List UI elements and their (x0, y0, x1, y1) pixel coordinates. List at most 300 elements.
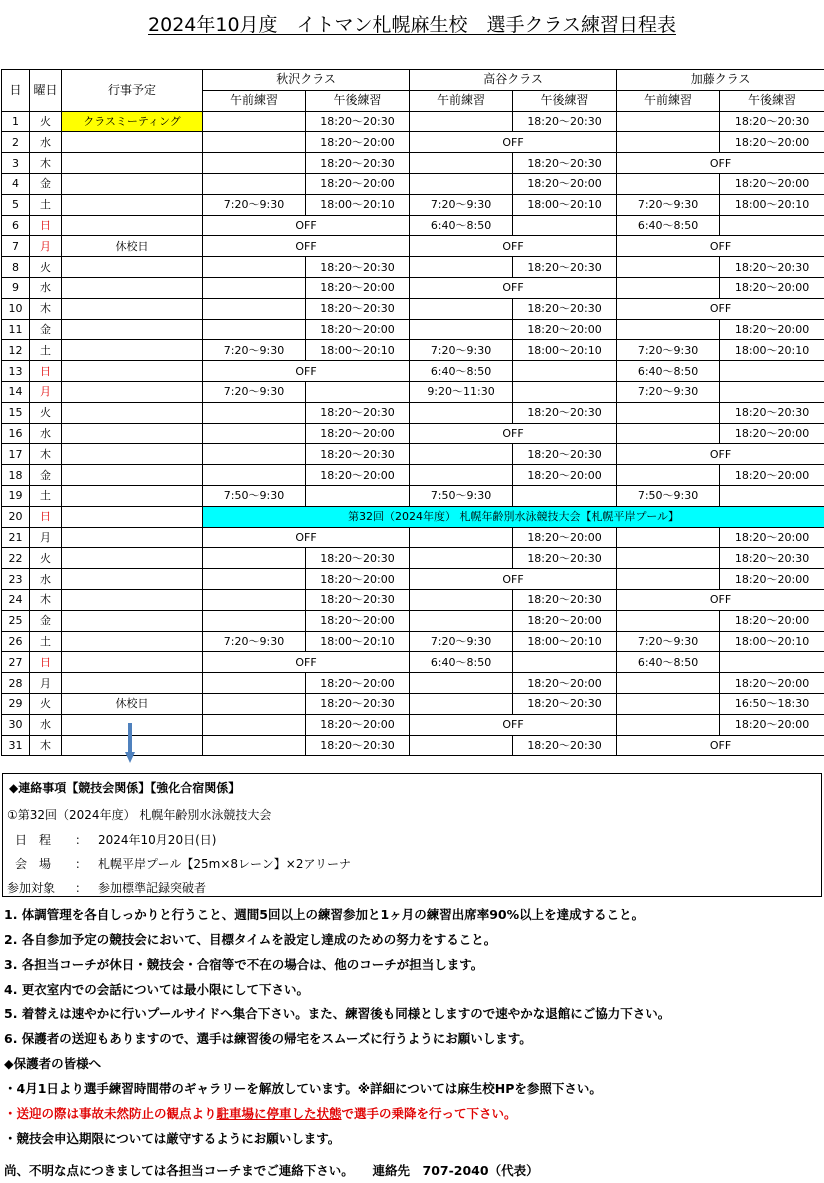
weekday: 火 (30, 257, 62, 278)
practice-pm: 18:00～20:10 (513, 194, 617, 215)
notice-venue-value: 札幌平岸プール【25m×8レーン】×2アリーナ (98, 857, 352, 871)
day-number: 11 (2, 319, 30, 340)
event-cell (62, 361, 203, 382)
practice-am (203, 548, 306, 569)
header-am: 午前練習 (617, 90, 720, 111)
practice-pm (720, 652, 824, 673)
practice-am (617, 277, 720, 298)
day-number: 21 (2, 527, 30, 548)
event-cell (62, 631, 203, 652)
schedule-row (2, 423, 824, 444)
day-number: 19 (2, 485, 30, 506)
practice-am (617, 111, 720, 132)
practice-pm (306, 381, 410, 402)
practice-pm: 18:20～20:00 (306, 132, 410, 153)
event-cell (62, 277, 203, 298)
practice-am (410, 298, 513, 319)
practice-pm: 18:20～20:30 (720, 548, 824, 569)
practice-pm: 18:20～20:00 (720, 465, 824, 486)
weekday: 土 (30, 631, 62, 652)
day-number: 23 (2, 569, 30, 590)
schedule-row (2, 173, 824, 194)
day-number: 14 (2, 381, 30, 402)
event-cell (62, 569, 203, 590)
practice-pm: 18:20～20:30 (720, 111, 824, 132)
practice-pm (720, 215, 824, 236)
practice-pm: 18:20～20:00 (720, 610, 824, 631)
schedule-row (2, 465, 824, 486)
schedule-table (1, 69, 824, 756)
practice-am (617, 569, 720, 590)
day-number: 9 (2, 277, 30, 298)
schedule-row (2, 444, 824, 465)
header-class-takaya: 高谷クラス (410, 70, 617, 91)
schedule-row (2, 277, 824, 298)
weekday: 水 (30, 714, 62, 735)
practice-am: 6:40～8:50 (617, 652, 720, 673)
day-number: 4 (2, 173, 30, 194)
practice-am (203, 714, 306, 735)
practice-am (617, 173, 720, 194)
parents-line-deadline: ・競技会申込期限については厳守するようにお願いします。 (4, 1131, 341, 1146)
day-number: 16 (2, 423, 30, 444)
practice-pm: 18:20～20:00 (306, 277, 410, 298)
event-cell (62, 444, 203, 465)
schedule-row (2, 506, 824, 527)
day-number: 24 (2, 589, 30, 610)
event-cell (62, 589, 203, 610)
practice-pm: 18:20～20:00 (306, 465, 410, 486)
practice-pm: 18:20～20:00 (513, 173, 617, 194)
notice-colon: ： (75, 857, 88, 871)
day-number: 3 (2, 153, 30, 174)
practice-pm: 18:20～20:00 (720, 277, 824, 298)
day-number: 13 (2, 361, 30, 382)
rule-item: 2. 各自参加予定の競技会において、目標タイムを設定し達成のための努力をすること。 (4, 932, 497, 947)
practice-am: 7:20～9:30 (617, 631, 720, 652)
header-pm: 午後練習 (720, 90, 824, 111)
practice-pm: 18:20～20:30 (306, 693, 410, 714)
practice-off: OFF (617, 298, 824, 319)
practice-am (410, 673, 513, 694)
schedule-row (2, 402, 824, 423)
practice-pm: 18:20～20:00 (720, 132, 824, 153)
practice-am (203, 423, 306, 444)
practice-am: 6:40～8:50 (617, 215, 720, 236)
parents-line-gallery: ・4月1日より選手練習時間帯のギャラリーを解放しています。※詳細については麻生校HPを参照下さい。 (4, 1081, 602, 1096)
practice-am (203, 569, 306, 590)
practice-pm: 18:20～20:30 (306, 402, 410, 423)
practice-off: OFF (410, 132, 617, 153)
practice-am (410, 153, 513, 174)
day-number: 31 (2, 735, 30, 756)
weekday: 木 (30, 153, 62, 174)
schedule-row (2, 153, 824, 174)
schedule-row (2, 361, 824, 382)
event-cell (62, 465, 203, 486)
practice-pm: 18:00～20:10 (306, 194, 410, 215)
practice-am (617, 673, 720, 694)
practice-off: OFF (410, 714, 617, 735)
practice-am: 7:20～9:30 (617, 340, 720, 361)
notice-heading: ◆連絡事項【競技会関係】【強化合宿関係】 (9, 781, 241, 795)
practice-am (203, 173, 306, 194)
weekday: 土 (30, 340, 62, 361)
rule-item: 1. 体調管理を各自しっかりと行うこと、週間5回以上の練習参加と1ヶ月の練習出席率90%以上を達成すること。 (4, 907, 645, 922)
weekday: 木 (30, 298, 62, 319)
practice-am: 6:40～8:50 (410, 215, 513, 236)
practice-am (617, 319, 720, 340)
practice-off: OFF (203, 361, 410, 382)
practice-off: OFF (617, 444, 824, 465)
practice-am (203, 298, 306, 319)
practice-pm: 18:20～20:30 (513, 257, 617, 278)
day-number: 8 (2, 257, 30, 278)
header-day: 日 (2, 70, 30, 112)
practice-pm: 18:20～20:00 (513, 610, 617, 631)
rule-item: 6. 保護者の送迎もありますので、選手は練習後の帰宅をスムーズに行うようにお願いします。 (4, 1031, 532, 1046)
day-number: 10 (2, 298, 30, 319)
weekday: 水 (30, 569, 62, 590)
header-class-akizawa: 秋沢クラス (203, 70, 410, 91)
schedule-row (2, 215, 824, 236)
practice-pm (513, 215, 617, 236)
header-am: 午前練習 (410, 90, 513, 111)
down-arrow-icon (125, 723, 135, 763)
event-cell (62, 173, 203, 194)
practice-off: OFF (617, 735, 824, 756)
practice-pm: 18:20～20:00 (720, 673, 824, 694)
practice-pm: 18:20～20:30 (720, 402, 824, 423)
schedule-row (2, 631, 824, 652)
event-cell (62, 194, 203, 215)
practice-off: OFF (617, 589, 824, 610)
weekday: 火 (30, 548, 62, 569)
practice-am (203, 610, 306, 631)
schedule-row (2, 527, 824, 548)
practice-am (410, 527, 513, 548)
day-number: 28 (2, 673, 30, 694)
practice-am (203, 444, 306, 465)
practice-pm: 18:20～20:00 (720, 714, 824, 735)
practice-pm: 18:20～20:30 (513, 548, 617, 569)
practice-off: OFF (203, 215, 410, 236)
practice-am: 6:40～8:50 (410, 652, 513, 673)
practice-pm: 18:20～20:30 (306, 589, 410, 610)
pickup-text-c: で選手の乗降を行って下さい。 (341, 1106, 517, 1121)
notice-date-label: 日 程 (15, 833, 52, 847)
practice-pm: 18:20～20:30 (306, 735, 410, 756)
event-cell (62, 215, 203, 236)
event-cell (62, 402, 203, 423)
practice-am (203, 257, 306, 278)
event-cell (62, 298, 203, 319)
notice-colon: ： (75, 833, 88, 847)
header-events: 行事予定 (62, 70, 203, 112)
practice-off: OFF (203, 652, 410, 673)
practice-am (617, 257, 720, 278)
event-cell: 休校日 (62, 236, 203, 257)
weekday: 土 (30, 485, 62, 506)
weekday: 火 (30, 111, 62, 132)
pickup-text-b: 駐車場に停車した状態 (216, 1106, 342, 1121)
practice-am (617, 693, 720, 714)
event-banner: 第32回（2024年度） 札幌年齢別水泳競技大会【札幌平岸プール】 (203, 506, 824, 527)
practice-pm: 18:20～20:30 (513, 589, 617, 610)
practice-am: 7:50～9:30 (203, 485, 306, 506)
practice-pm: 18:00～20:10 (720, 340, 824, 361)
pickup-text-a: ・送迎の際は事故未然防止の観点より (4, 1106, 217, 1121)
event-cell (62, 506, 203, 527)
weekday: 日 (30, 215, 62, 236)
practice-am (203, 153, 306, 174)
practice-am (203, 673, 306, 694)
practice-pm: 18:20～20:00 (720, 173, 824, 194)
practice-am: 6:40～8:50 (410, 361, 513, 382)
practice-am (203, 735, 306, 756)
practice-pm: 18:20～20:00 (306, 423, 410, 444)
practice-pm (513, 381, 617, 402)
practice-pm: 18:20～20:00 (306, 173, 410, 194)
schedule-row (2, 111, 824, 132)
practice-pm: 18:20～20:30 (513, 693, 617, 714)
practice-am: 7:20～9:30 (203, 340, 306, 361)
practice-am: 7:20～9:30 (203, 631, 306, 652)
event-cell (62, 548, 203, 569)
practice-am (617, 548, 720, 569)
practice-pm: 18:20～20:00 (720, 569, 824, 590)
practice-am: 7:50～9:30 (617, 485, 720, 506)
practice-am (203, 319, 306, 340)
day-number: 17 (2, 444, 30, 465)
header-am: 午前練習 (203, 90, 306, 111)
practice-am (203, 132, 306, 153)
weekday: 木 (30, 444, 62, 465)
day-number: 27 (2, 652, 30, 673)
practice-pm (513, 361, 617, 382)
practice-off: OFF (410, 423, 617, 444)
practice-am (617, 402, 720, 423)
practice-pm: 18:20～20:30 (513, 298, 617, 319)
day-number: 1 (2, 111, 30, 132)
practice-am: 7:20～9:30 (410, 340, 513, 361)
rule-item: 3. 各担当コーチが休日・競技会・合宿等で不在の場合は、他のコーチが担当します。 (4, 957, 484, 972)
day-number: 7 (2, 236, 30, 257)
event-cell (62, 319, 203, 340)
practice-pm: 18:00～20:10 (306, 631, 410, 652)
notice-eligibility-value: 参加標準記録突破者 (98, 881, 207, 895)
practice-am (410, 693, 513, 714)
practice-pm (720, 485, 824, 506)
day-number: 5 (2, 194, 30, 215)
header-pm: 午後練習 (306, 90, 410, 111)
schedule-row (2, 319, 824, 340)
header-pm: 午後練習 (513, 90, 617, 111)
practice-pm: 18:00～20:10 (306, 340, 410, 361)
schedule-row (2, 569, 824, 590)
day-number: 20 (2, 506, 30, 527)
schedule-row (2, 236, 824, 257)
practice-off: OFF (203, 527, 410, 548)
weekday: 日 (30, 361, 62, 382)
practice-am: 7:20～9:30 (617, 381, 720, 402)
schedule-row (2, 381, 824, 402)
practice-pm: 18:20～20:00 (720, 319, 824, 340)
weekday: 金 (30, 610, 62, 631)
practice-pm (720, 381, 824, 402)
practice-pm: 18:20～20:30 (306, 298, 410, 319)
event-cell (62, 610, 203, 631)
practice-am (410, 465, 513, 486)
event-cell (62, 381, 203, 402)
practice-am (410, 610, 513, 631)
day-number: 22 (2, 548, 30, 569)
weekday: 月 (30, 527, 62, 548)
schedule-row (2, 610, 824, 631)
practice-am: 9:20～11:30 (410, 381, 513, 402)
weekday: 日 (30, 652, 62, 673)
rule-item: 4. 更衣室内での会話については最小限にして下さい。 (4, 982, 310, 997)
schedule-row (2, 340, 824, 361)
practice-am (203, 589, 306, 610)
event-cell: クラスミーティング (62, 111, 203, 132)
practice-pm: 18:20～20:30 (306, 153, 410, 174)
weekday: 火 (30, 402, 62, 423)
practice-pm (720, 361, 824, 382)
day-number: 2 (2, 132, 30, 153)
day-number: 18 (2, 465, 30, 486)
practice-pm: 18:00～20:10 (513, 340, 617, 361)
practice-pm: 18:20～20:30 (306, 548, 410, 569)
practice-am (410, 735, 513, 756)
weekday: 水 (30, 132, 62, 153)
practice-off: OFF (410, 236, 617, 257)
practice-pm: 18:20～20:30 (513, 444, 617, 465)
practice-am: 7:50～9:30 (410, 485, 513, 506)
event-cell (62, 673, 203, 694)
schedule-row (2, 589, 824, 610)
schedule-row (2, 485, 824, 506)
practice-am: 7:20～9:30 (410, 631, 513, 652)
practice-pm: 16:50～18:30 (720, 693, 824, 714)
practice-pm: 18:20～20:00 (513, 673, 617, 694)
schedule-row (2, 194, 824, 215)
header-weekday: 曜日 (30, 70, 62, 112)
day-number: 30 (2, 714, 30, 735)
practice-am: 7:20～9:30 (203, 194, 306, 215)
practice-pm: 18:20～20:30 (513, 735, 617, 756)
practice-pm: 18:20～20:00 (306, 569, 410, 590)
weekday: 水 (30, 423, 62, 444)
notice-venue-label: 会 場 (15, 857, 52, 871)
practice-am: 6:40～8:50 (617, 361, 720, 382)
notice-colon: ： (75, 881, 88, 895)
footer-contact: 尚、不明な点につきましては各担当コーチまでご連絡下さい。 連絡先 707-2040（代表） (4, 1163, 539, 1178)
day-number: 6 (2, 215, 30, 236)
practice-am (410, 402, 513, 423)
practice-am (410, 589, 513, 610)
practice-pm: 18:20～20:30 (306, 444, 410, 465)
practice-am (617, 610, 720, 631)
practice-am: 7:20～9:30 (617, 194, 720, 215)
event-cell: 休校日 (62, 693, 203, 714)
day-number: 15 (2, 402, 30, 423)
event-cell (62, 257, 203, 278)
weekday: 月 (30, 236, 62, 257)
practice-pm: 18:00～20:10 (720, 194, 824, 215)
notice-eligibility-label: 参加対象 (7, 881, 56, 895)
practice-am (203, 402, 306, 423)
day-number: 26 (2, 631, 30, 652)
practice-am (617, 423, 720, 444)
weekday: 木 (30, 589, 62, 610)
practice-off: OFF (203, 236, 410, 257)
practice-am (617, 132, 720, 153)
practice-pm: 18:20～20:00 (720, 423, 824, 444)
practice-pm: 18:20～20:00 (513, 319, 617, 340)
day-number: 25 (2, 610, 30, 631)
practice-off: OFF (617, 153, 824, 174)
practice-pm: 18:20～20:00 (306, 610, 410, 631)
practice-am: 7:20～9:30 (203, 381, 306, 402)
practice-am: 7:20～9:30 (410, 194, 513, 215)
weekday: 金 (30, 465, 62, 486)
practice-am (617, 527, 720, 548)
weekday: 土 (30, 194, 62, 215)
day-number: 12 (2, 340, 30, 361)
schedule-row (2, 693, 824, 714)
day-number: 29 (2, 693, 30, 714)
practice-pm: 18:20～20:30 (306, 257, 410, 278)
practice-pm: 18:20～20:00 (306, 673, 410, 694)
practice-am (203, 693, 306, 714)
practice-am (410, 257, 513, 278)
practice-off: OFF (410, 277, 617, 298)
notice-box (2, 773, 822, 897)
parents-line-pickup (4, 1104, 517, 1122)
practice-pm: 18:20～20:30 (513, 153, 617, 174)
practice-pm: 18:20～20:00 (513, 527, 617, 548)
practice-am (410, 444, 513, 465)
notice-date-value: 2024年10月20日(日) (98, 833, 217, 847)
practice-pm: 18:20～20:30 (513, 111, 617, 132)
practice-pm: 18:20～20:30 (306, 111, 410, 132)
practice-pm: 18:20～20:30 (720, 257, 824, 278)
weekday: 水 (30, 277, 62, 298)
parents-heading: ◆保護者の皆様へ (4, 1056, 102, 1071)
event-cell (62, 132, 203, 153)
practice-am (410, 173, 513, 194)
weekday: 日 (30, 506, 62, 527)
practice-am (617, 465, 720, 486)
event-cell (62, 340, 203, 361)
practice-am (617, 714, 720, 735)
practice-pm: 18:20～20:00 (306, 319, 410, 340)
practice-pm: 18:00～20:10 (720, 631, 824, 652)
event-cell (62, 153, 203, 174)
schedule-row (2, 673, 824, 694)
weekday: 月 (30, 673, 62, 694)
practice-off: OFF (410, 569, 617, 590)
practice-pm: 18:20～20:00 (513, 465, 617, 486)
practice-pm: 18:20～20:00 (306, 714, 410, 735)
schedule-row (2, 652, 824, 673)
practice-pm (513, 652, 617, 673)
schedule-row (2, 257, 824, 278)
weekday: 月 (30, 381, 62, 402)
practice-am (203, 111, 306, 132)
schedule-row (2, 548, 824, 569)
